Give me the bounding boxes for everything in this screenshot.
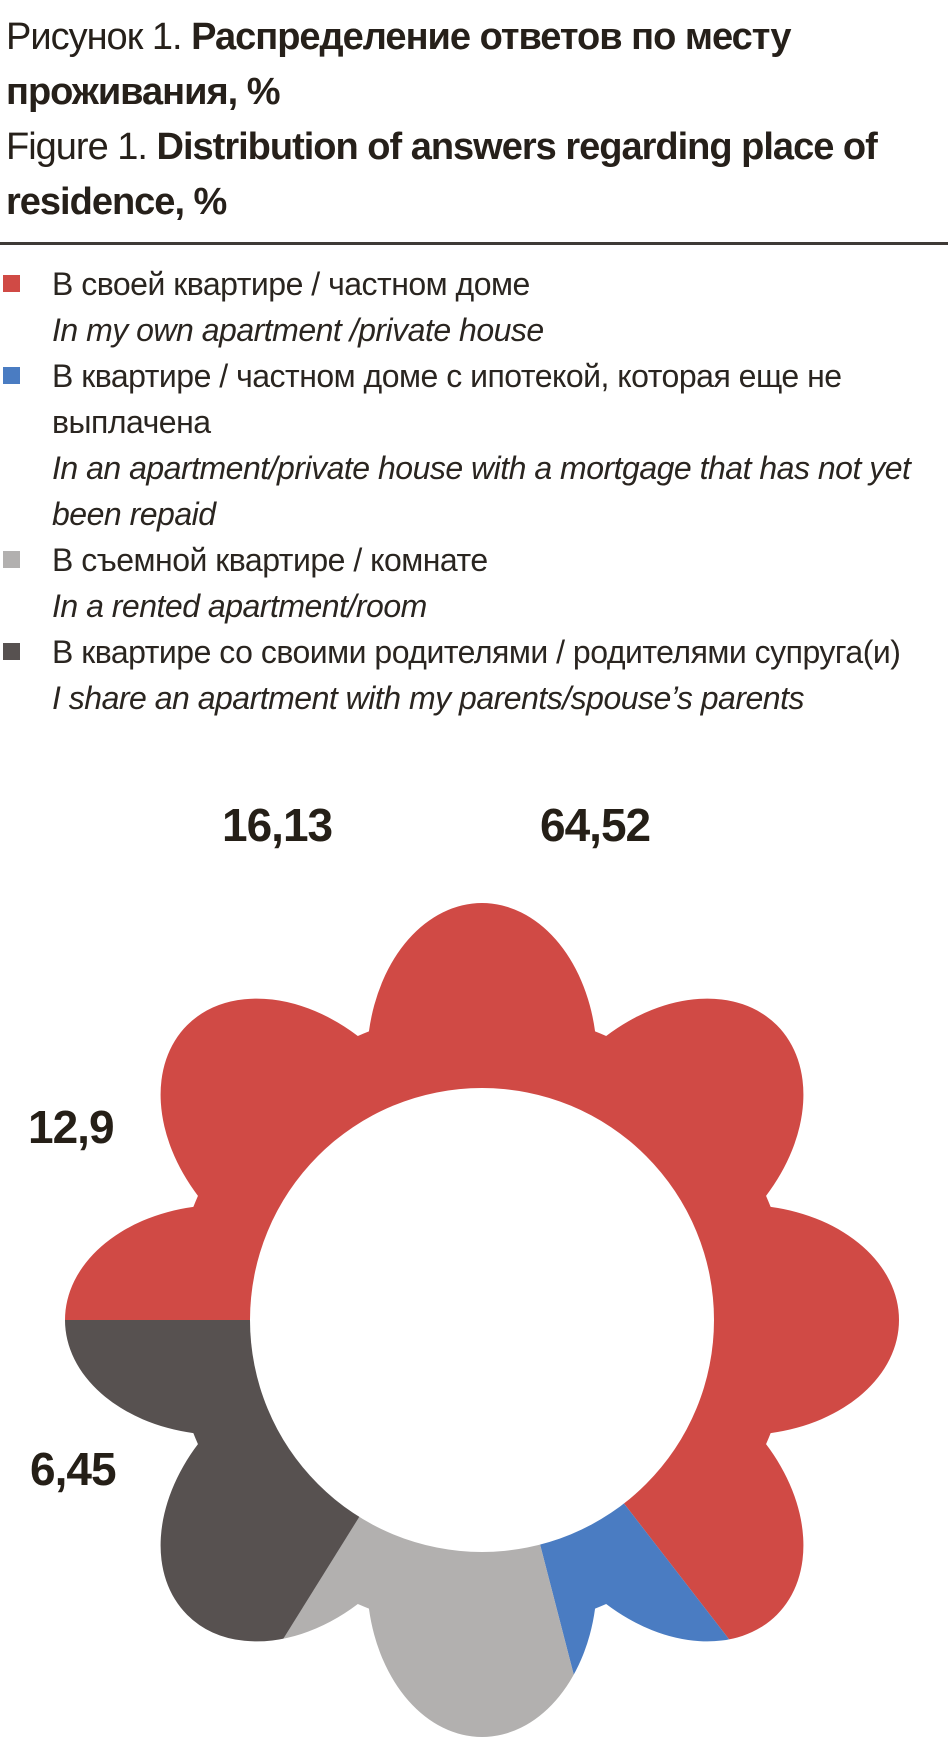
donut-hole bbox=[250, 1088, 714, 1552]
flower-chart-svg bbox=[0, 760, 948, 1747]
legend-swatch bbox=[3, 643, 20, 660]
legend-item-rented bbox=[0, 537, 942, 629]
legend-label-en: In an apartment/private house with a mortgage that has not yet been repaid bbox=[52, 450, 911, 532]
slice-label-rented: 12,9 bbox=[28, 1101, 114, 1153]
slice-label-mortgage: 6,45 bbox=[30, 1443, 116, 1495]
legend-item-mortgage bbox=[0, 353, 942, 537]
figure-title-en bbox=[6, 120, 938, 230]
legend-swatch bbox=[3, 551, 20, 568]
slice-label-parents: 16,13 bbox=[222, 799, 333, 851]
legend-label-en: In my own apartment /private house bbox=[52, 312, 544, 348]
legend-label-ru: В съемной квартире / комнате bbox=[52, 542, 488, 578]
figure-number-ru: Рисунок 1. bbox=[6, 16, 192, 58]
legend-item-parents bbox=[0, 629, 942, 721]
legend-swatch bbox=[3, 275, 20, 292]
legend-label-en: In a rented apartment/room bbox=[52, 588, 427, 624]
figure-number-en: Figure 1. bbox=[6, 126, 157, 168]
figure-title-en-text: Distribution of answers regarding place of residence, % bbox=[6, 126, 877, 223]
legend-label-ru: В квартире со своими родителями / родителями супруга(и) bbox=[52, 634, 901, 670]
legend-label-ru: В своей квартире / частном доме bbox=[52, 266, 530, 302]
legend-label-en: I share an apartment with my parents/spouse’s parents bbox=[52, 680, 804, 716]
legend-label-ru: В квартире / частном доме с ипотекой, которая еще не выплачена bbox=[52, 358, 842, 440]
flower-pie-chart bbox=[0, 760, 948, 1747]
figure-title-ru-text: Распределение ответов по месту проживания, % bbox=[6, 16, 791, 113]
chart-legend bbox=[0, 261, 948, 721]
figure-title-block bbox=[0, 0, 948, 230]
slice-label-own: 64,52 bbox=[540, 799, 651, 851]
figure-title-ru bbox=[6, 10, 938, 120]
divider-line bbox=[0, 242, 948, 245]
legend-item-own bbox=[0, 261, 942, 353]
legend-swatch bbox=[3, 367, 20, 384]
